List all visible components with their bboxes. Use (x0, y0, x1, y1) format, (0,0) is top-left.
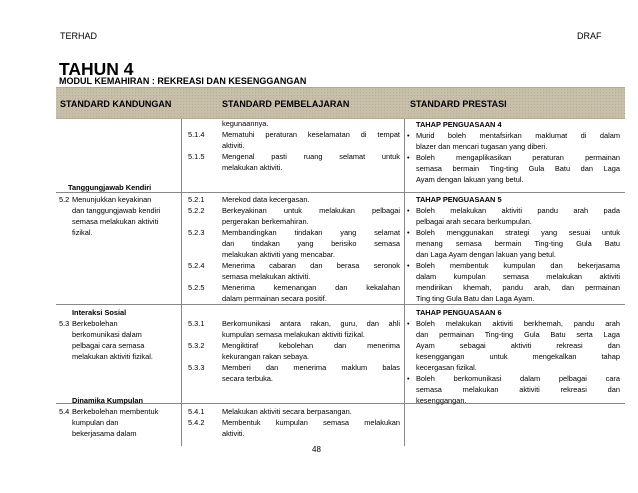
item-text-line: kumpulan semasa melakukan aktiviti fizikal. (222, 330, 365, 339)
page-title: TAHUN 4 (59, 59, 134, 79)
item-text-line: Melakukan aktiviti secara berpasangan. (222, 407, 352, 416)
criteria-line: Ting ting Gula Batu dan Laga Ayam. (416, 294, 535, 303)
item-text-line: Berkomunikasi antara rakan, guru, dan ahli (222, 319, 400, 328)
criteria-line: Boleh melakukan aktiviti pandu arah pada (416, 206, 620, 215)
criteria-line: blazer dan mencari tugasan yang diberi. (416, 142, 548, 151)
level-title: TAHAP PENGUASAAN 6 (416, 308, 502, 317)
bullet-icon: • (407, 153, 410, 162)
item-text-line: aktiviti. (222, 141, 245, 150)
criteria-line: kesenggangan. (416, 396, 467, 405)
section-text-line: Berkebolehan membentuk (72, 407, 159, 416)
section-text-line: dan tanggungjawab kendiri (72, 206, 161, 215)
item-text-line: Berkeyakinan untuk melakukan pelbagai (222, 206, 400, 215)
item-text-line: Memberi dan menerima maklum balas (222, 363, 400, 372)
column-header-kandungan: STANDARD KANDUNGAN (60, 99, 172, 109)
criteria-line: Boleh mengaplikasikan peraturan permainan (416, 153, 620, 162)
column-header-prestasi: STANDARD PRESTASI (410, 99, 507, 109)
bullet-icon: • (407, 206, 410, 215)
item-text-line: Mengiktiraf kebolehan dan menerima (222, 341, 400, 350)
item-text-line: kekurangan rakan sebaya. (222, 352, 310, 361)
item-number: 5.3.2 (188, 341, 205, 350)
section-text-line: fizikal. (72, 228, 93, 237)
module-subtitle: MODUL KEMAHIRAN : REKREASI DAN KESENGGANGAN (59, 76, 307, 86)
item-text-line: dan tindakan yang berisiko semasa (222, 239, 400, 248)
section-text-line: Menunjukkan keyakinan (72, 195, 152, 204)
criteria-line: dalam kumpulan semasa melakukan aktiviti (416, 272, 620, 281)
page-number: 48 (312, 445, 321, 454)
item-text-line: melakukan aktiviti. (222, 163, 283, 172)
item-number: 5.1.4 (188, 130, 205, 139)
item-text-line: Merekod data kecergasan. (222, 195, 310, 204)
item-number: 5.2.5 (188, 283, 205, 292)
level-title: TAHAP PENGUASAAN 4 (416, 120, 502, 129)
section-title: Tanggungjawab Kendiri (68, 183, 152, 192)
criteria-line: semasa melakukan aktiviti rekreasi dan (416, 385, 620, 394)
bullet-icon: • (407, 374, 410, 383)
section-text-line: berkomunikasi dalam (72, 330, 142, 339)
section-number: 5.3 (59, 319, 70, 328)
item-text-line: Menerima kemenangan dan kekalahan (222, 283, 400, 292)
item-text-line: pergerakan berkemahiran. (222, 217, 309, 226)
criteria-line: kesenggangan untuk mengekalkan tahap (416, 352, 620, 361)
criteria-line: dan permainan Ting-ting Gula Batu serta Laga (416, 330, 620, 339)
item-number: 5.4.2 (188, 418, 205, 427)
section-text-line: pelbagai cara semasa (72, 341, 145, 350)
criteria-line: kecergasan fizikal. (416, 363, 477, 372)
criteria-line: Boleh membentuk kumpulan dan bekerjasama (416, 261, 620, 270)
item-number: 5.2.1 (188, 195, 205, 204)
criteria-line: Ayam dengan lakuan yang betul. (416, 175, 524, 184)
level-title: TAHAP PENGUASAAN 5 (416, 195, 502, 204)
item-text-line: semasa melakukan aktiviti. (222, 272, 311, 281)
item-text-line: Menerima cabaran dan berasa seronok (222, 261, 400, 270)
criteria-line: semasa bermain Ting-ting Gula Batu dan Laga (416, 164, 620, 173)
section-number: 5.4 (59, 407, 70, 416)
item-text-line: secara terbuka. (222, 374, 273, 383)
bullet-icon: • (407, 319, 410, 328)
column-divider (404, 119, 405, 446)
bullet-icon: • (407, 131, 410, 140)
criteria-line: Boleh melakukan aktiviti berkhemah, pandu arah (416, 319, 620, 328)
header-classification: TERHAD (60, 31, 98, 41)
criteria-line: Boleh menggunakan strategi yang sesuai untuk (416, 228, 620, 237)
item-number: 5.3.3 (188, 363, 205, 372)
item-number: 5.2.4 (188, 261, 205, 270)
section-text-line: bekerjasama dalam (72, 429, 137, 438)
item-number: 5.2.3 (188, 228, 205, 237)
item-number: 5.4.1 (188, 407, 205, 416)
criteria-line: menang semasa bermain Ting-ting Gula Batu (416, 239, 620, 248)
section-title: Interaksi Sosial (72, 308, 127, 317)
criteria-line: mendirikan khemah, pandu arah, dan permainan (416, 283, 620, 292)
criteria-line: Murid boleh mentafsirkan maklumat di dalam (416, 131, 620, 140)
criteria-line: dan Laga Ayam dengan lakuan yang betul. (416, 250, 556, 259)
criteria-line: Ayam sebagai aktiviti rekreasi dan (416, 341, 620, 350)
section-number: 5.2 (59, 195, 70, 204)
header-draft-label: DRAF (577, 31, 602, 41)
criteria-line: pelbagai arah secara berkumpulan. (416, 217, 532, 226)
section-text-line: melakukan aktiviti fizikal. (72, 352, 153, 361)
item-number: 5.1.5 (188, 152, 205, 161)
item-text-line: aktiviti. (222, 429, 245, 438)
column-divider (181, 119, 182, 446)
section-text-line: semasa melakukan aktiviti (72, 217, 159, 226)
bullet-icon: • (407, 261, 410, 270)
section-text-line: Berkebolehan (72, 319, 118, 328)
continuation-line: kegunaannya. (222, 119, 269, 128)
column-header-pembelajaran: STANDARD PEMBELAJARAN (222, 99, 350, 109)
item-text-line: melakukan aktiviti yang mencabar. (222, 250, 335, 259)
item-text-line: dalam permainan secara positif. (222, 294, 327, 303)
section-title: Dinamika Kumpulan (72, 396, 144, 405)
criteria-line: Boleh berkomunikasi dalam pelbagai cara (416, 374, 620, 383)
item-number: 5.3.1 (188, 319, 205, 328)
item-text-line: Mengenal pasti ruang selamat untuk (222, 152, 400, 161)
item-text-line: Mematuhi peraturan keselamatan di tempat (222, 130, 400, 139)
item-number: 5.2.2 (188, 206, 205, 215)
item-text-line: Membandingkan tindakan yang selamat (222, 228, 400, 237)
row-divider (56, 304, 625, 305)
item-text-line: Membentuk kumpulan semasa melakukan (222, 418, 400, 427)
section-text-line: kumpulan dan (72, 418, 119, 427)
bullet-icon: • (407, 228, 410, 237)
